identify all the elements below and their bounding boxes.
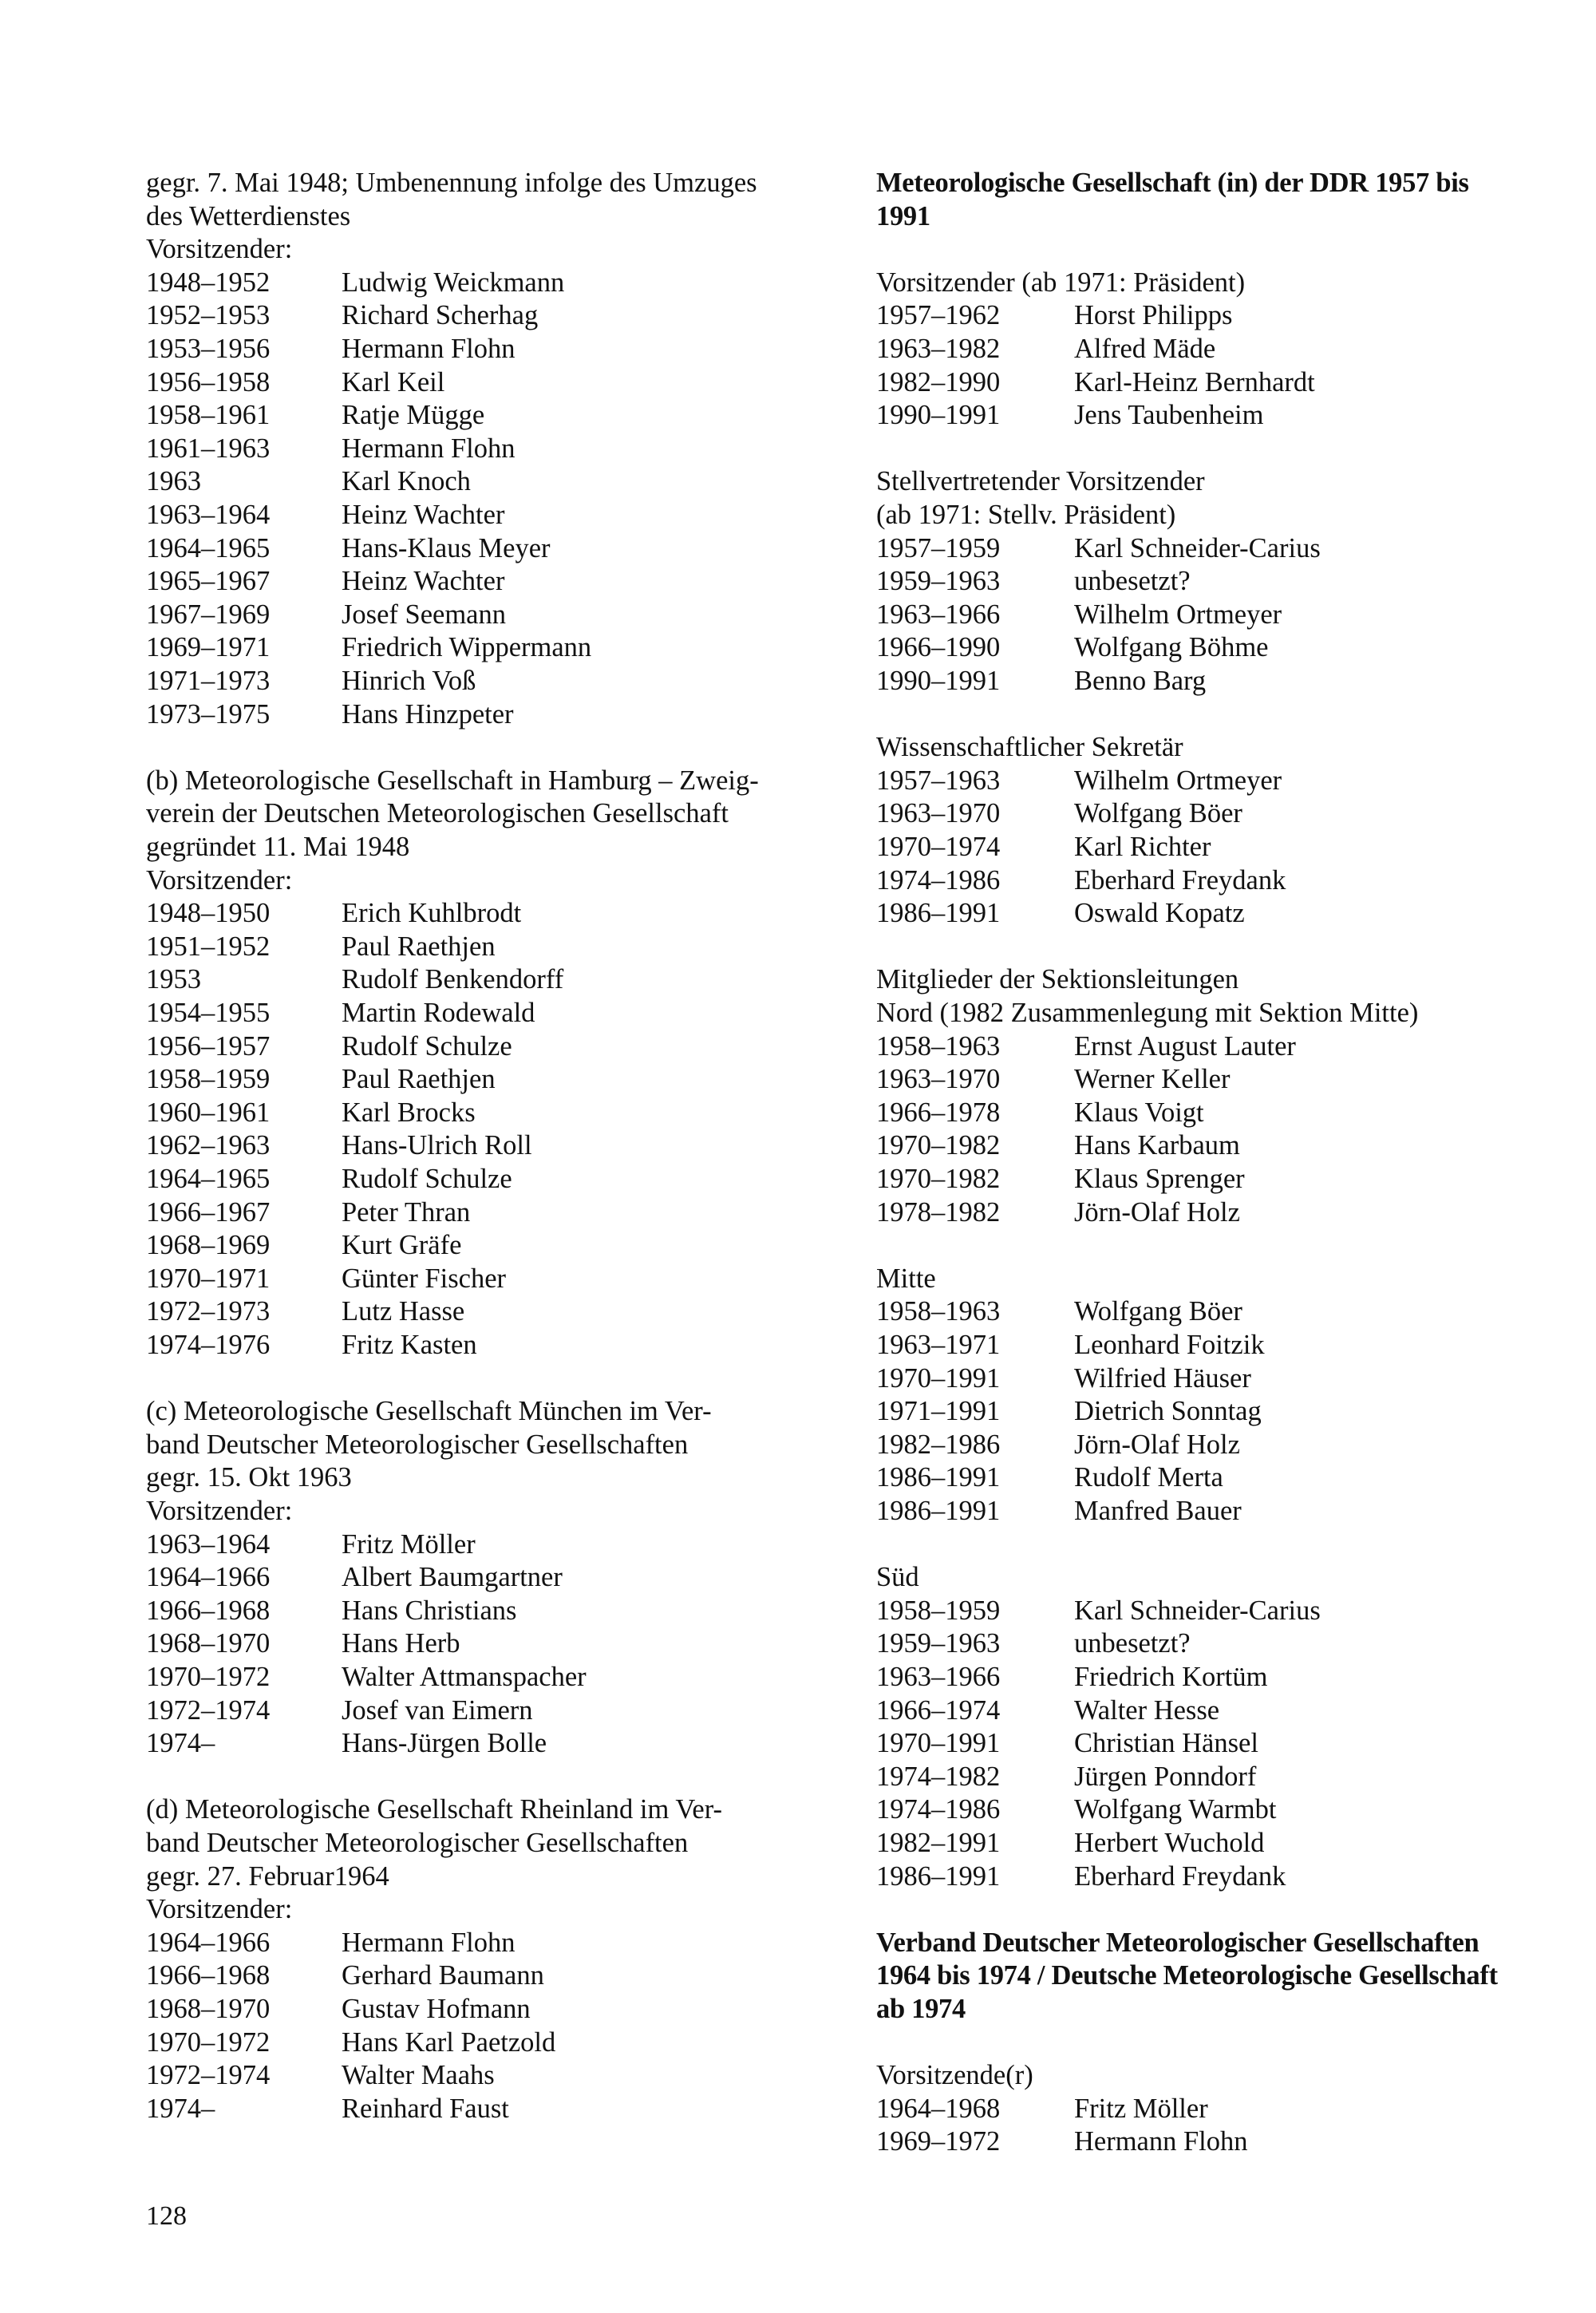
person-name: Karl-Heinz Bernhardt — [1074, 366, 1315, 397]
person-name: Karl Brocks — [342, 1097, 476, 1128]
person-name: Hans-Klaus Meyer — [342, 532, 551, 563]
term-dates: 1974– — [146, 2093, 215, 2124]
term-dates: 1963–1964 — [146, 500, 271, 530]
term-dates: 1968–1970 — [146, 1994, 271, 2024]
term-dates: 1970–1972 — [146, 2026, 271, 2058]
term-dates: 1966–1967 — [146, 1196, 271, 1228]
term-dates: 1959–1963 — [876, 1628, 1001, 1659]
term-dates: 1971–1973 — [146, 666, 271, 696]
person-name: Hans Christians — [342, 1595, 517, 1626]
term-dates: 1952–1953 — [146, 300, 271, 331]
term-dates: 1974–1986 — [876, 1794, 1001, 1825]
section-line: Nord (1982 Zusammenlegung mit Sektion Mitte) — [876, 998, 1419, 1028]
person-name: Hermann Flohn — [342, 334, 516, 364]
person-name: Peter Thran — [342, 1196, 471, 1228]
person-name: Hermann Flohn — [342, 1927, 516, 1958]
section-line: band Deutscher Meteorologischer Gesellschaften — [146, 1429, 689, 1460]
person-name: Klaus Voigt — [1074, 1097, 1204, 1128]
person-name: Rudolf Merta — [1074, 1462, 1223, 1493]
section-line: gegründet 11. Mai 1948 — [146, 832, 410, 862]
section-heading: Meteorologische Gesellschaft (in) der DDR 1957 bis — [876, 168, 1469, 198]
person-name: Günter Fischer — [342, 1263, 506, 1294]
person-name: Ludwig Weickmann — [342, 267, 565, 298]
term-dates: 1965–1967 — [146, 566, 271, 597]
person-name: Rudolf Schulze — [342, 1164, 512, 1194]
person-name: Christian Hänsel — [1074, 1728, 1258, 1759]
person-name: Jörn-Olaf Holz — [1074, 1429, 1240, 1460]
term-dates: 1964–1965 — [146, 1164, 271, 1194]
person-name: Herbert Wuchold — [1074, 1828, 1265, 1858]
person-name: Eberhard Freydank — [1074, 864, 1286, 896]
term-dates: 1957–1962 — [876, 300, 1001, 331]
person-name: Rudolf Benkendorff — [342, 964, 564, 995]
section-line: Süd — [876, 1562, 919, 1593]
person-name: Hans Karl Paetzold — [342, 2026, 556, 2058]
term-dates: 1954–1955 — [146, 998, 271, 1028]
person-name: Fritz Kasten — [342, 1330, 477, 1360]
person-name: Josef van Eimern — [342, 1694, 533, 1726]
section-heading: ab 1974 — [876, 1994, 966, 2024]
section-line: band Deutscher Meteorologischer Gesellschaften — [146, 1828, 689, 1858]
person-name: Hinrich Voß — [342, 666, 476, 696]
term-dates: 1971–1991 — [876, 1396, 1001, 1427]
section-line: Wissenschaftlicher Sekretär — [876, 732, 1183, 763]
section-line: gegr. 15. Okt 1963 — [146, 1462, 352, 1493]
paragraph-line: des Wetterdienstes — [146, 200, 351, 231]
term-dates: 1960–1961 — [146, 1097, 271, 1128]
person-name: Rudolf Schulze — [342, 1030, 512, 1062]
person-name: Friedrich Kortüm — [1074, 1662, 1268, 1692]
term-dates: 1969–1972 — [876, 2126, 1001, 2157]
term-dates: 1958–1963 — [876, 1030, 1001, 1062]
term-dates: 1957–1963 — [876, 765, 1001, 796]
term-dates: 1986–1991 — [876, 898, 1001, 929]
section-line: (d) Meteorologische Gesellschaft Rheinland im Ver- — [146, 1794, 723, 1825]
person-name: unbesetzt? — [1074, 566, 1191, 597]
section-line: Vorsitzender (ab 1971: Präsident) — [876, 267, 1246, 298]
section-heading: 1964 bis 1974 / Deutsche Meteorologische Gesellschaft — [876, 1960, 1498, 1991]
person-name: Walter Hesse — [1074, 1694, 1220, 1726]
person-name: Manfred Bauer — [1074, 1496, 1242, 1526]
term-dates: 1962–1963 — [146, 1130, 271, 1161]
term-dates: 1969–1971 — [146, 632, 271, 663]
person-name: Hermann Flohn — [342, 433, 516, 464]
term-dates: 1982–1986 — [876, 1429, 1001, 1460]
term-dates: 1970–1974 — [876, 832, 1001, 862]
term-dates: 1963–1970 — [876, 798, 1001, 829]
person-name: Richard Scherhag — [342, 300, 539, 331]
person-name: Jürgen Ponndorf — [1074, 1761, 1257, 1792]
person-name: Benno Barg — [1074, 666, 1207, 696]
term-dates: 1967–1969 — [146, 599, 271, 630]
term-dates: 1956–1957 — [146, 1030, 271, 1062]
page-number: 128 — [146, 2201, 187, 2231]
term-dates: 1958–1959 — [876, 1595, 1001, 1626]
term-dates: 1978–1982 — [876, 1196, 1001, 1228]
section-heading: 1991 — [876, 200, 930, 231]
person-name: Klaus Sprenger — [1074, 1164, 1245, 1194]
person-name: Karl Schneider-Carius — [1074, 1595, 1321, 1626]
person-name: Karl Richter — [1074, 832, 1211, 862]
term-dates: 1963–1971 — [876, 1330, 1001, 1360]
person-name: Erich Kuhlbrodt — [342, 898, 522, 929]
person-name: Karl Keil — [342, 366, 445, 397]
paragraph-line: gegr. 7. Mai 1948; Umbenennung infolge des Umzuges — [146, 168, 757, 198]
term-dates: 1972–1974 — [146, 1694, 271, 1726]
person-name: Eberhard Freydank — [1074, 1860, 1286, 1892]
person-name: Hans Herb — [342, 1628, 460, 1659]
term-dates: 1990–1991 — [876, 400, 1001, 431]
person-name: Paul Raethjen — [342, 1064, 496, 1095]
term-dates: 1966–1974 — [876, 1694, 1001, 1726]
person-name: Wilfried Häuser — [1074, 1362, 1251, 1394]
person-name: Wilhelm Ortmeyer — [1074, 765, 1282, 796]
term-dates: 1974–1982 — [876, 1761, 1001, 1792]
person-name: Walter Maahs — [342, 2060, 495, 2091]
person-name: Horst Philipps — [1074, 300, 1233, 331]
term-dates: 1958–1959 — [146, 1064, 271, 1095]
term-dates: 1961–1963 — [146, 433, 271, 464]
person-name: Reinhard Faust — [342, 2093, 509, 2124]
section-line: Stellvertretender Vorsitzender — [876, 466, 1205, 497]
section-heading: Verband Deutscher Meteorologischer Gesellschaften — [876, 1927, 1479, 1958]
person-name: Wilhelm Ortmeyer — [1074, 599, 1282, 630]
term-dates: 1963–1970 — [876, 1064, 1001, 1095]
person-name: Hans Karbaum — [1074, 1130, 1240, 1161]
person-name: Albert Baumgartner — [342, 1562, 563, 1593]
person-name: Jens Taubenheim — [1074, 400, 1264, 431]
term-dates: 1953–1956 — [146, 334, 271, 364]
person-name: Gerhard Baumann — [342, 1960, 544, 1991]
term-dates: 1982–1990 — [876, 366, 1001, 397]
term-dates: 1966–1968 — [146, 1595, 271, 1626]
section-line: Vorsitzender: — [146, 1894, 293, 1925]
person-name: Gustav Hofmann — [342, 1994, 531, 2024]
section-line: Vorsitzender: — [146, 864, 293, 896]
person-name: Lutz Hasse — [342, 1296, 465, 1327]
person-name: Karl Schneider-Carius — [1074, 532, 1321, 563]
term-dates: 1966–1968 — [146, 1960, 271, 1991]
person-name: Ratje Mügge — [342, 400, 485, 431]
term-dates: 1974– — [146, 1728, 215, 1759]
term-dates: 1953 — [146, 964, 201, 995]
person-name: Karl Knoch — [342, 466, 471, 497]
person-name: Heinz Wachter — [342, 500, 505, 530]
term-dates: 1986–1991 — [876, 1496, 1001, 1526]
section-line: verein der Deutschen Meteorologischen Gesellschaft — [146, 798, 729, 829]
term-dates: 1970–1982 — [876, 1130, 1001, 1161]
term-dates: 1966–1990 — [876, 632, 1001, 663]
person-name: Friedrich Wippermann — [342, 632, 592, 663]
term-dates: 1963–1966 — [876, 599, 1001, 630]
person-name: Jörn-Olaf Holz — [1074, 1196, 1240, 1228]
term-dates: 1964–1966 — [146, 1562, 271, 1593]
person-name: Hans-Jürgen Bolle — [342, 1728, 547, 1759]
term-dates: 1966–1978 — [876, 1097, 1001, 1128]
term-dates: 1951–1952 — [146, 931, 271, 962]
person-name: Wolfgang Böer — [1074, 1296, 1242, 1327]
person-name: unbesetzt? — [1074, 1628, 1191, 1659]
term-dates: 1970–1972 — [146, 1662, 271, 1692]
section-line: Vorsitzender: — [146, 1496, 293, 1526]
term-dates: 1972–1973 — [146, 1296, 271, 1327]
term-dates: 1970–1991 — [876, 1728, 1001, 1759]
term-dates: 1973–1975 — [146, 698, 271, 729]
person-name: Kurt Gräfe — [342, 1230, 462, 1261]
section-line: (c) Meteorologische Gesellschaft München im Ver- — [146, 1396, 712, 1427]
term-dates: 1986–1991 — [876, 1462, 1001, 1493]
term-dates: 1974–1976 — [146, 1330, 271, 1360]
term-dates: 1963–1966 — [876, 1662, 1001, 1692]
term-dates: 1958–1961 — [146, 400, 271, 431]
term-dates: 1963 — [146, 466, 201, 497]
term-dates: 1982–1991 — [876, 1828, 1001, 1858]
term-dates: 1964–1966 — [146, 1927, 271, 1958]
person-name: Wolfgang Warmbt — [1074, 1794, 1277, 1825]
term-dates: 1948–1952 — [146, 267, 271, 298]
person-name: Walter Attmanspacher — [342, 1662, 587, 1692]
term-dates: 1968–1970 — [146, 1628, 271, 1659]
person-name: Hans Hinzpeter — [342, 698, 514, 729]
term-dates: 1968–1969 — [146, 1230, 271, 1261]
person-name: Ernst August Lauter — [1074, 1030, 1296, 1062]
person-name: Wolfgang Böer — [1074, 798, 1242, 829]
term-dates: 1990–1991 — [876, 666, 1001, 696]
term-dates: 1963–1982 — [876, 334, 1001, 364]
term-dates: 1974–1986 — [876, 864, 1001, 896]
person-name: Martin Rodewald — [342, 998, 535, 1028]
person-name: Hans-Ulrich Roll — [342, 1130, 532, 1161]
term-dates: 1970–1982 — [876, 1164, 1001, 1194]
term-dates: 1948–1950 — [146, 898, 271, 929]
person-name: Leonhard Foitzik — [1074, 1330, 1265, 1360]
section-line: (b) Meteorologische Gesellschaft in Hamburg – Zweig- — [146, 765, 759, 796]
person-name: Fritz Möller — [1074, 2093, 1208, 2124]
term-dates: 1970–1971 — [146, 1263, 271, 1294]
section-line: Vorsitzende(r) — [876, 2060, 1033, 2091]
section-line: (ab 1971: Stellv. Präsident) — [876, 500, 1176, 530]
term-dates: 1957–1959 — [876, 532, 1001, 563]
term-dates: 1963–1964 — [146, 1528, 271, 1560]
term-dates: 1964–1965 — [146, 532, 271, 563]
term-dates: 1956–1958 — [146, 366, 271, 397]
section-line: Mitte — [876, 1263, 936, 1294]
person-name: Hermann Flohn — [1074, 2126, 1248, 2157]
paragraph-line: Vorsitzender: — [146, 234, 293, 265]
term-dates: 1958–1963 — [876, 1296, 1001, 1327]
section-line: Mitglieder der Sektionsleitungen — [876, 964, 1239, 995]
term-dates: 1972–1974 — [146, 2060, 271, 2091]
person-name: Werner Keller — [1074, 1064, 1231, 1095]
person-name: Oswald Kopatz — [1074, 898, 1245, 929]
person-name: Alfred Mäde — [1074, 334, 1216, 364]
person-name: Heinz Wachter — [342, 566, 505, 597]
person-name: Josef Seemann — [342, 599, 506, 630]
term-dates: 1970–1991 — [876, 1362, 1001, 1394]
person-name: Fritz Möller — [342, 1528, 476, 1560]
person-name: Dietrich Sonntag — [1074, 1396, 1262, 1427]
person-name: Paul Raethjen — [342, 931, 496, 962]
section-line: gegr. 27. Februar1964 — [146, 1860, 389, 1892]
term-dates: 1986–1991 — [876, 1860, 1001, 1892]
term-dates: 1964–1968 — [876, 2093, 1001, 2124]
term-dates: 1959–1963 — [876, 566, 1001, 597]
person-name: Wolfgang Böhme — [1074, 632, 1269, 663]
